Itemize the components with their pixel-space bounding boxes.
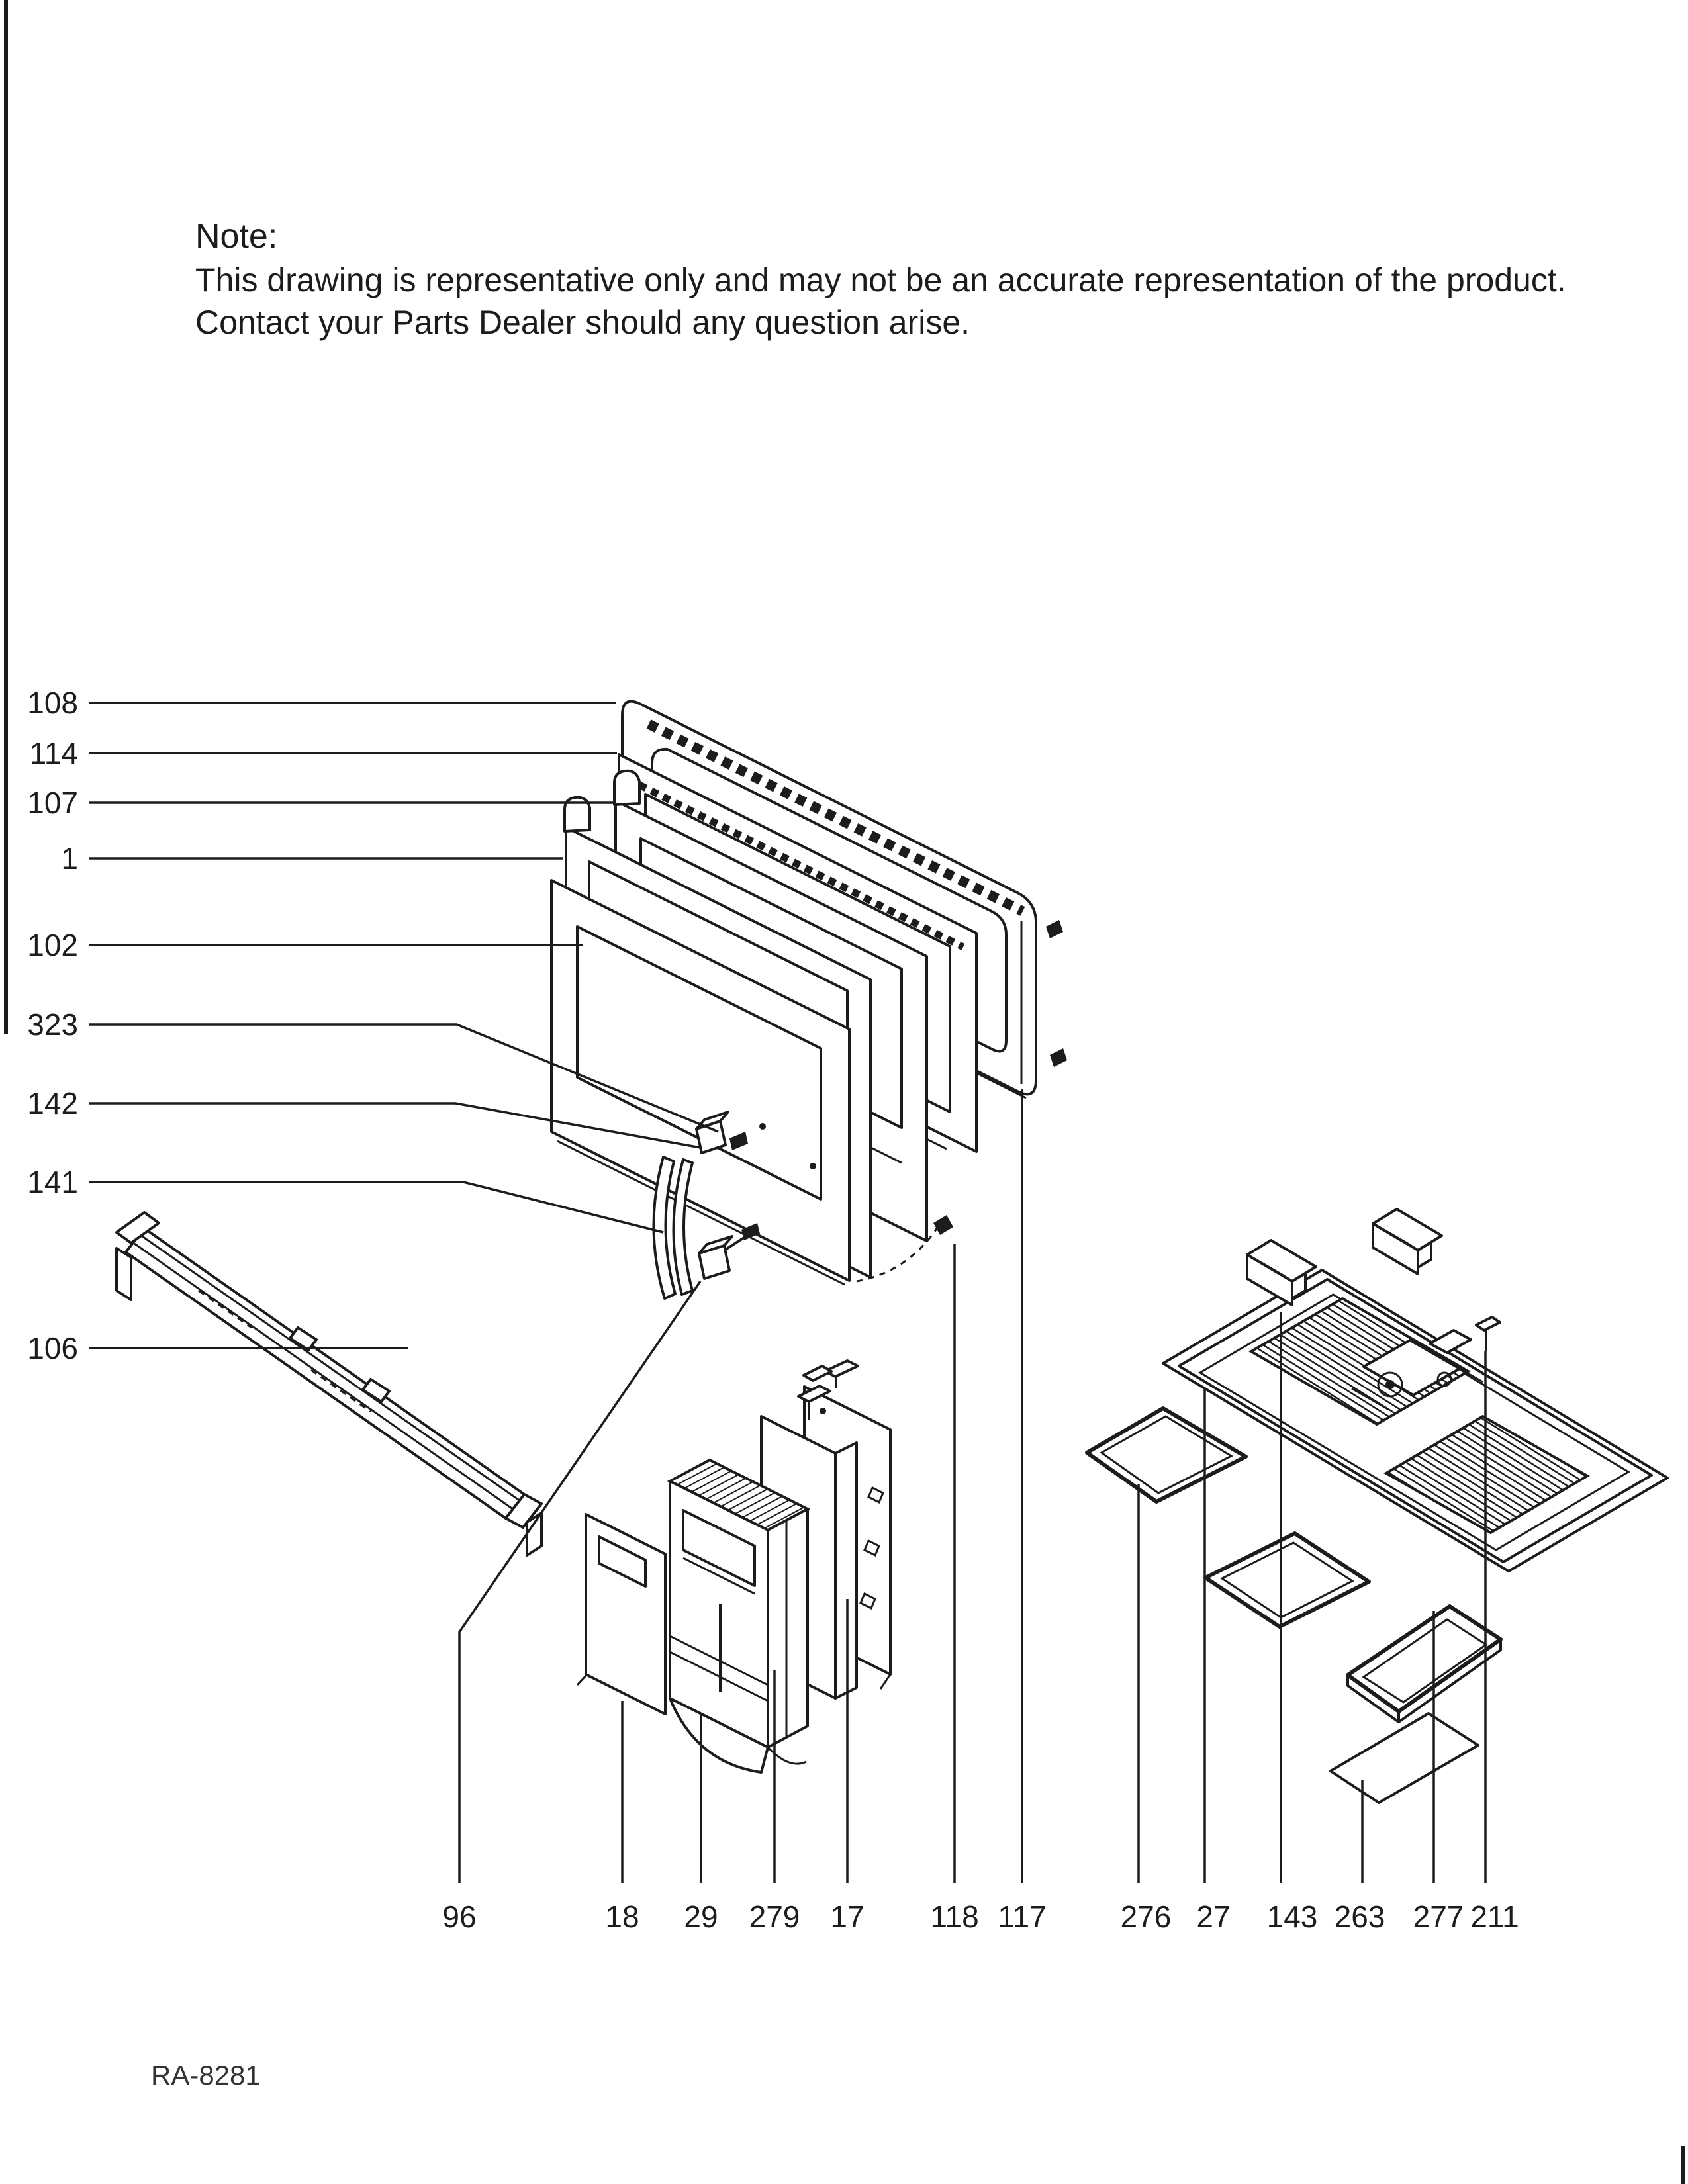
note-line1: This drawing is representative only and may not be an accurate representation of the product.: [195, 261, 1566, 298]
callout-96: 96: [442, 1899, 477, 1934]
callout-108: 108: [27, 686, 78, 720]
callout-18: 18: [605, 1899, 639, 1934]
part-276-filter-gasket: [1087, 1408, 1246, 1502]
base-assembly: [1087, 1209, 1667, 1803]
callout-263: 263: [1334, 1899, 1385, 1934]
callout-117: 117: [998, 1899, 1047, 1934]
control-panel-assembly: [577, 1361, 890, 1772]
part-29-control-panel: [670, 1460, 808, 1772]
filter-gasket-2: [1205, 1533, 1369, 1627]
callout-107: 107: [27, 786, 78, 820]
filter-clip-2: [1373, 1209, 1442, 1274]
note-line2: Contact your Parts Dealer should any question arise.: [195, 304, 970, 341]
callout-29: 29: [684, 1899, 718, 1934]
callout-211: 211: [1470, 1899, 1519, 1934]
part-96-latch-lower: [699, 1223, 760, 1279]
callout-114: 114: [29, 736, 78, 770]
callout-142: 142: [27, 1086, 78, 1120]
door-assembly: [551, 702, 1067, 1285]
callout-102: 102: [27, 928, 78, 962]
part-18-membrane-overlay: [577, 1514, 665, 1714]
hinge-pin-lower: [1050, 1048, 1067, 1067]
callout-141: 141: [27, 1165, 78, 1199]
note-title: Note:: [195, 217, 278, 255]
part-106-vent-grille-bar: [117, 1212, 541, 1555]
leader-141: [89, 1182, 663, 1232]
drawing-code: RA-8281: [151, 2060, 261, 2091]
callout-323: 323: [27, 1007, 78, 1042]
callout-118: 118: [930, 1899, 979, 1934]
part-263-filter-sheet: [1331, 1713, 1478, 1803]
hinge-knob-107: [614, 771, 639, 805]
callout-106: 106: [27, 1331, 78, 1365]
callout-279: 279: [749, 1899, 800, 1934]
note-block: [195, 217, 1566, 341]
callout-1: 1: [61, 841, 78, 876]
callout-17: 17: [830, 1899, 865, 1934]
callout-277: 277: [1413, 1899, 1464, 1934]
callout-143: 143: [1266, 1899, 1318, 1934]
callout-27: 27: [1196, 1899, 1231, 1934]
hinge-pin-upper: [1046, 920, 1063, 938]
callout-276: 276: [1120, 1899, 1172, 1934]
part-27-base-vent-panel: [1163, 1270, 1667, 1571]
part-277-grease-tray: [1348, 1606, 1501, 1722]
